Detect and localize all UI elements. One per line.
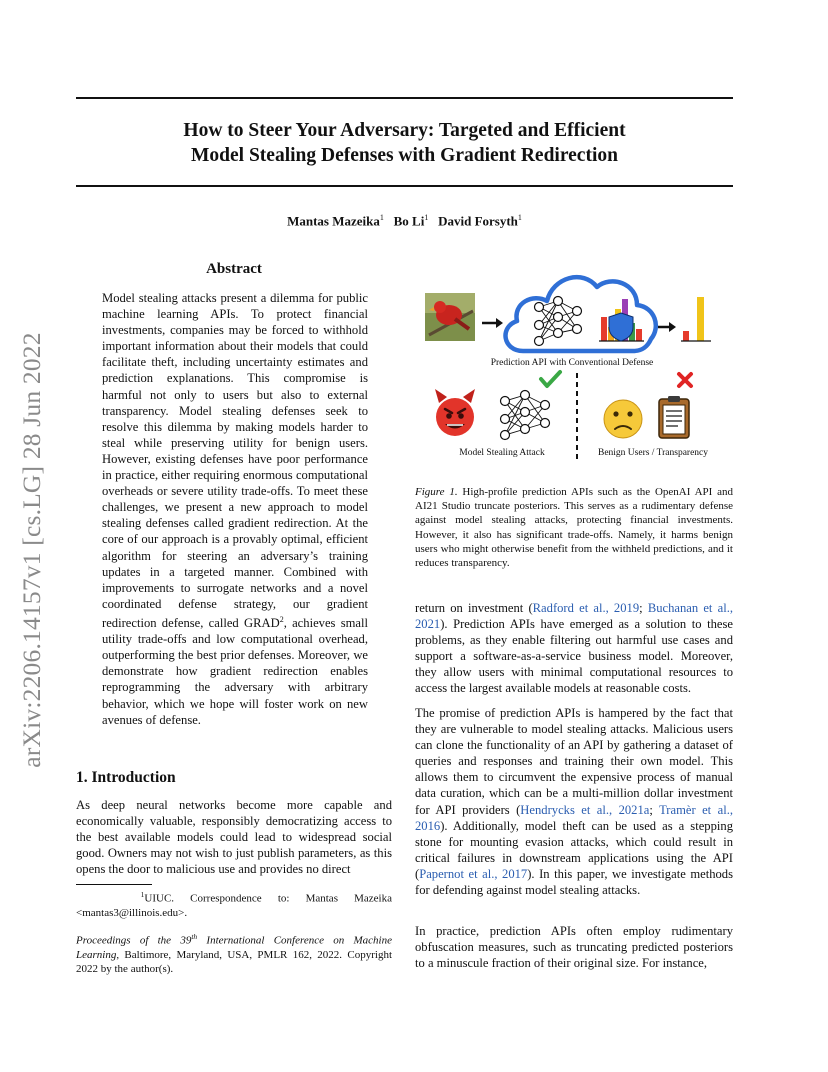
figure-caption	[415, 485, 733, 570]
truncated-output-icon	[681, 297, 711, 341]
figure-label-top: Prediction API with Conventional Defense	[490, 358, 654, 368]
abstract-text-continued: , achieves small utility trade-offs and low computational overhead, outperforming the best prior defenses. Moreover, we demonstrate how gradient redirection enables reprogramming the adversary with arbitrary behavior, which we hope will foster work on new avenues of defense.	[102, 616, 368, 727]
footnote-rule	[76, 884, 152, 885]
right-paragraph-1	[415, 600, 733, 697]
footnote-text: UIUC. Correspondence to: Mantas Mazeika <mantas3@illinois.edu>.	[76, 892, 392, 919]
abstract-heading: Abstract	[206, 261, 262, 277]
intro-paragraph: As deep neural networks become more capable and economically valuable, responsibly democratizing access to the best available models could lead to widespread social good. Owners may not wish to just publish parameters, as this opens the door to malicious use and provides no direct	[76, 798, 392, 877]
paragraph-text: ). Additionally, model theft can be used as a stepping stone for mounting evasion attacks, which could result in critical failures in downstream applications using the API (	[415, 818, 733, 881]
author-name: Bo Li	[393, 213, 425, 229]
cross-icon	[679, 374, 691, 386]
devil-face-icon	[435, 389, 475, 436]
author-name: Mantas Mazeika	[287, 213, 380, 229]
clipboard-icon	[659, 396, 689, 438]
paragraph-text: return on investment (	[415, 601, 533, 615]
author-affiliation: 1	[424, 213, 429, 222]
paragraph-text: ;	[639, 601, 648, 615]
arxiv-stamp	[12, 300, 52, 800]
section-heading: 1. Introduction	[76, 769, 176, 786]
author-name: David Forsyth	[438, 213, 518, 229]
title-bottom-rule	[76, 185, 733, 187]
sad-face-icon	[604, 400, 642, 438]
right-paragraph-2	[415, 705, 733, 898]
paragraph-text: ). In this paper, we investigate methods for defending against model stealing attacks.	[415, 866, 733, 898]
title-line-2: Model Stealing Defenses with Gradient Redirection	[191, 145, 618, 166]
paragraph-text: The promise of prediction APIs is hampered by the fact that they are vulnerable to model stealing attacks. Malicious users can clone the functionality of an API by gathering a dataset of queries and responses and training their own model. This allows them to circumvent the expensive process of manual data curation, which can be a multi-million dollar investment for API providers (	[415, 706, 733, 817]
citation-link[interactable]: Radford et al., 2019	[532, 601, 640, 615]
caption-text: High-profile prediction APIs such as the OpenAI API and AI21 Studio truncate posteriors. This serves as a rudimentary defense against model stealing attacks, protecting financial investments. However, it also has significant trade-offs. Namely, it harms benign users who might otherwise benefit from the withheld predictions, and it reduces transparency.	[415, 486, 733, 570]
arrow-right-icon	[482, 318, 503, 328]
proceedings-sup: th	[191, 932, 198, 941]
paragraph-text: ;	[649, 802, 660, 817]
top-rule	[76, 97, 733, 99]
figure-1	[415, 255, 733, 470]
proceedings-note	[76, 930, 392, 976]
citation-link[interactable]: Papernot et al., 2017	[419, 866, 528, 881]
title-line-1: How to Steer Your Adversary: Targeted and Efficient	[183, 120, 626, 141]
bird-photo	[425, 293, 475, 341]
figure-label-left: Model Stealing Attack	[459, 448, 545, 458]
footnote	[76, 888, 392, 920]
footnote-mark: 1	[140, 890, 145, 899]
paragraph-text: ). Prediction APIs have emerged as a solution to these problems, as they enable filtering out harmful use cases and support a software-as-a-service business model. Moreover, they allow users with minimal computational resources to access the largest available models at reasonable costs.	[415, 617, 733, 696]
abstract-body	[102, 290, 368, 728]
attacker-network-icon	[501, 391, 550, 440]
arrow-right-icon	[658, 322, 676, 332]
abstract-text: Model stealing attacks present a dilemma for public machine learning APIs. To protect financial investments, companies may be forced to withhold important information about their models that could facilitate theft, including uncertainty estimates and prediction explanations. This compromise is harmful not only to users but also to external transparency. Model stealing defenses seek to resolve this dilemma by making models harder to steal while preserving utility for benign users. However, existing defenses have poor performance in practice, either requiring enormous computational overheads or severe utility trade-offs. To meet these challenges, we present a new approach to model stealing defenses called gradient redirection. At the core of our approach is a provably optimal, efficient algorithm for steering an adversary’s training updates in a targeted manner. Combined with improvements to surrogate networks and a novel coordinated defense strategy, our gradient redirection defense, called GRAD	[102, 291, 368, 631]
arxiv-stamp-text: arXiv:2206.14157v1 [cs.LG] 28 Jun 2022	[17, 332, 46, 768]
citation-link[interactable]: Hendrycks et al., 2021a	[520, 802, 650, 817]
citation-link[interactable]: Buchanan et al., 2021	[415, 601, 733, 632]
author-affiliation: 1	[379, 213, 384, 222]
check-icon	[541, 372, 560, 386]
right-paragraph-3: In practice, prediction APIs often employ rudimentary obfuscation measures, such as truncating predicted posteriors to a minuscule fraction of their original size. For instance,	[415, 924, 733, 971]
proceedings-details: , Baltimore, Maryland, USA, PMLR 162, 2022. Copyright 2022 by the author(s).	[76, 948, 392, 975]
shield-icon	[609, 313, 633, 341]
figure-label-right: Benign Users / Transparency	[597, 448, 709, 458]
proceedings-venue-cont: International Conference on Machine Learning	[76, 934, 392, 961]
author-affiliation: 1	[517, 213, 522, 222]
proceedings-venue: Proceedings of the 39	[76, 934, 192, 947]
author-list	[76, 213, 733, 229]
caption-label: Figure 1.	[415, 486, 458, 498]
figure-1-graphic	[415, 255, 733, 470]
paper-title	[76, 118, 733, 168]
citation-link[interactable]: Tramèr et al., 2016	[415, 802, 733, 833]
abstract-superscript: 2	[279, 614, 284, 624]
